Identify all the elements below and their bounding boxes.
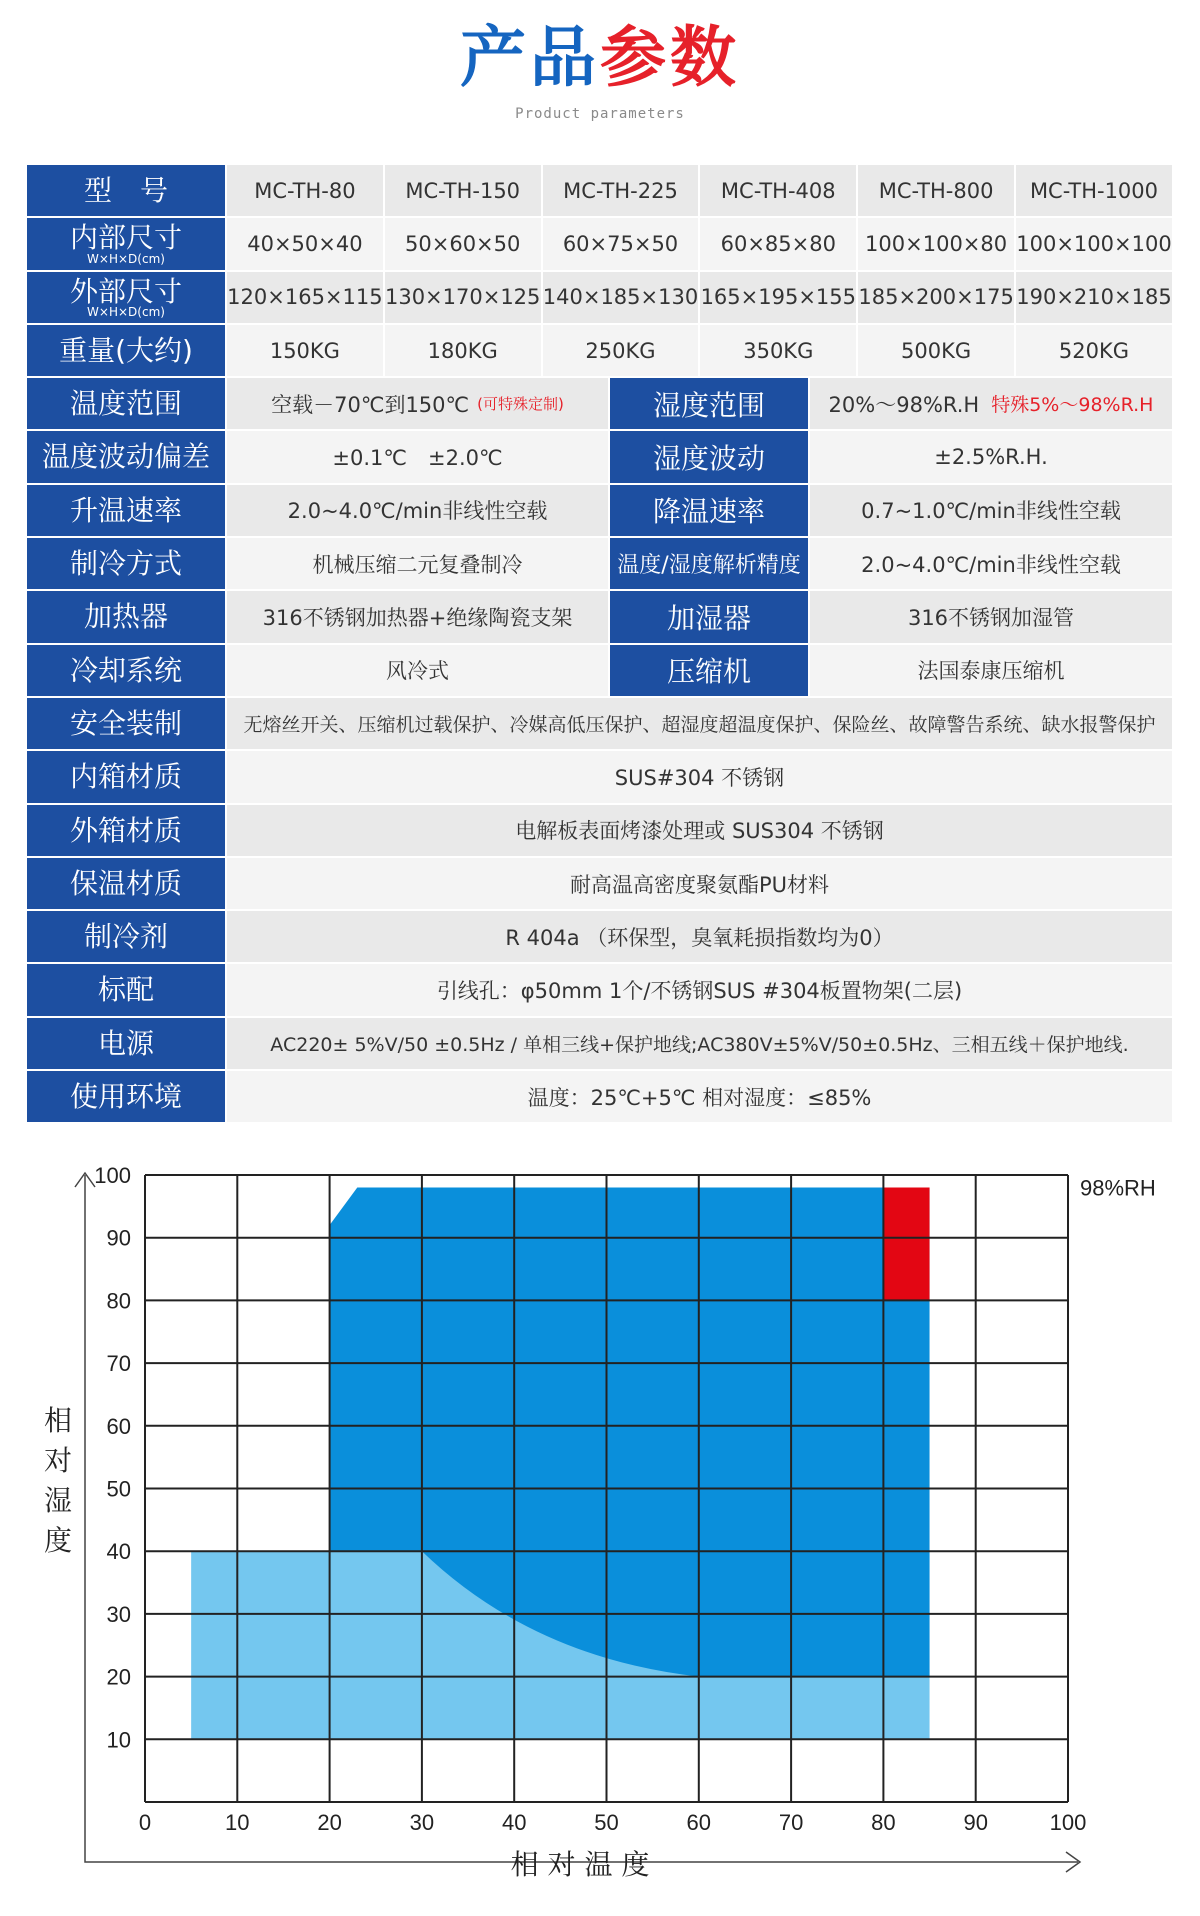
x-tick-label: 90	[963, 1810, 988, 1835]
value-cell: ±0.1℃ ±2.0℃	[227, 431, 610, 484]
weight-cell: 350KG	[700, 325, 858, 378]
x-tick-label: 60	[686, 1810, 712, 1835]
x-tick-label: 10	[225, 1810, 250, 1835]
model-cell: MC-TH-1000	[1016, 165, 1174, 218]
x-tick-label: 50	[594, 1810, 619, 1835]
y-axis-label-char: 相	[43, 1404, 73, 1437]
title-part2: 参数	[600, 19, 740, 96]
x-tick-label: 100	[1049, 1810, 1087, 1835]
title-part1: 产品	[460, 19, 600, 96]
y-tick-label: 70	[106, 1351, 131, 1377]
label-unit: W×H×D(cm)	[87, 304, 165, 319]
row-label: 保温材质	[27, 858, 227, 911]
table-row	[27, 485, 1174, 538]
table-row	[27, 1018, 1174, 1071]
y-axis-label-char: 对	[43, 1444, 73, 1477]
x-tick-label: 0	[138, 1810, 152, 1835]
table-row	[27, 858, 1174, 911]
value-cell	[227, 378, 610, 431]
model-cell: MC-TH-150	[385, 165, 543, 218]
size-cell: 165×195×155	[700, 272, 858, 325]
row-label: 湿度范围	[610, 378, 810, 431]
value-cell: 无熔丝开关、压缩机过载保护、冷媒高低压保护、超湿度超温度保护、保险丝、故障警告系统、缺水报警保护	[227, 698, 1174, 751]
row-label: 加湿器	[610, 591, 810, 644]
row-label	[27, 272, 227, 325]
row-label: 安全装制	[27, 698, 227, 751]
row-label: 使用环境	[27, 1071, 227, 1124]
value-cell: 耐高温高密度聚氨酯PU材料	[227, 858, 1174, 911]
size-cell: 100×100×80	[858, 218, 1016, 271]
model-cell: MC-TH-80	[227, 165, 385, 218]
size-cell: 120×165×115	[227, 272, 385, 325]
value-cell: SUS#304 不锈钢	[227, 751, 1174, 804]
y-tick-label: 80	[106, 1288, 131, 1314]
value-cell: 2.0~4.0℃/min非线性空载	[227, 485, 610, 538]
page-title	[0, 18, 1200, 98]
weight-cell: 250KG	[543, 325, 701, 378]
size-cell: 130×170×125	[385, 272, 543, 325]
value-cell: AC220± 5%V/50 ±0.5Hz / 单相三线+保护地线;AC380V±5%V/50±0.5Hz、三相五线＋保护地线.	[227, 1018, 1174, 1071]
size-cell: 100×100×100	[1016, 218, 1174, 271]
value-cell: 法国泰康压缩机	[810, 645, 1174, 698]
y-axis-label-char: 湿	[43, 1484, 73, 1517]
row-label: 外箱材质	[27, 805, 227, 858]
weight-cell: 180KG	[385, 325, 543, 378]
y-tick-label: 40	[106, 1539, 131, 1565]
row-label: 制冷剂	[27, 911, 227, 964]
row-label: 重量(大约)	[27, 325, 227, 378]
table-row	[27, 165, 1174, 218]
value-cell: 风冷式	[227, 645, 610, 698]
page-subtitle: Product parameters	[515, 106, 685, 122]
y-tick-label: 50	[106, 1476, 131, 1502]
humidity-temperature-chart	[0, 1160, 1200, 1912]
weight-cell: 500KG	[858, 325, 1016, 378]
value-cell: 316不锈钢加湿管	[810, 591, 1174, 644]
y-tick-label: 60	[106, 1413, 131, 1439]
temp-range-value: 空载－70℃到150℃	[271, 392, 470, 417]
size-cell: 185×200×175	[858, 272, 1016, 325]
value-cell: R 404a （环保型，臭氧耗损指数均为0）	[227, 911, 1174, 964]
value-cell: 2.0~4.0℃/min非线性空载	[810, 538, 1174, 591]
table-row	[27, 272, 1174, 325]
x-tick-label: 80	[871, 1810, 896, 1835]
y-tick-label: 20	[106, 1664, 131, 1690]
value-cell: 引线孔：φ50mm 1个/不锈钢SUS #304板置物架(二层)	[227, 964, 1174, 1017]
x-tick-label: 30	[409, 1810, 435, 1835]
x-axis-label: 相 对 温 度	[510, 1848, 650, 1881]
table-row	[27, 218, 1174, 271]
y-tick-label: 90	[106, 1225, 131, 1251]
annotation-98rh: 98%RH	[1080, 1175, 1156, 1201]
spec-table	[27, 165, 1174, 1124]
row-label: 温度范围	[27, 378, 227, 431]
row-label: 降温速率	[610, 485, 810, 538]
table-row	[27, 805, 1174, 858]
humidity-range-special: 特殊5%～98%R.H	[991, 394, 1154, 417]
table-row	[27, 591, 1174, 644]
y-tick-label: 100	[94, 1163, 131, 1188]
row-label: 内箱材质	[27, 751, 227, 804]
size-cell: 60×85×80	[700, 218, 858, 271]
row-label: 压缩机	[610, 645, 810, 698]
model-cell: MC-TH-408	[700, 165, 858, 218]
value-cell: 316不锈钢加热器+绝缘陶瓷支架	[227, 591, 610, 644]
row-label: 制冷方式	[27, 538, 227, 591]
x-tick-label: 40	[501, 1810, 527, 1835]
row-label: 温度/湿度解析精度	[610, 538, 810, 591]
table-row	[27, 1071, 1174, 1124]
chart-svg	[0, 1160, 1200, 1912]
table-row	[27, 645, 1174, 698]
table-row	[27, 378, 1174, 431]
weight-cell: 150KG	[227, 325, 385, 378]
label-unit: W×H×D(cm)	[87, 251, 165, 266]
table-row	[27, 325, 1174, 378]
row-label: 标配	[27, 964, 227, 1017]
label-text: 外部尺寸	[69, 274, 182, 308]
size-cell: 140×185×130	[543, 272, 701, 325]
table-row	[27, 911, 1174, 964]
row-label: 温度波动偏差	[27, 431, 227, 484]
temp-range-note: (可特殊定制)	[477, 395, 564, 414]
value-cell: 0.7~1.0℃/min非线性空载	[810, 485, 1174, 538]
row-label	[27, 218, 227, 271]
row-label: 冷却系统	[27, 645, 227, 698]
value-cell: 温度：25℃+5℃ 相对湿度：≤85%	[227, 1071, 1174, 1124]
x-tick-label: 20	[317, 1810, 342, 1835]
row-label: 湿度波动	[610, 431, 810, 484]
table-row	[27, 538, 1174, 591]
y-tick-label: 30	[106, 1601, 131, 1627]
y-axis-label-char: 度	[43, 1524, 73, 1557]
size-cell: 60×75×50	[543, 218, 701, 271]
size-cell: 40×50×40	[227, 218, 385, 271]
model-cell: MC-TH-225	[543, 165, 701, 218]
size-cell: 190×210×185	[1016, 272, 1174, 325]
size-cell: 50×60×50	[385, 218, 543, 271]
humidity-range-value: 20%～98%R.H	[828, 392, 980, 417]
value-cell	[810, 378, 1174, 431]
model-cell: MC-TH-800	[858, 165, 1016, 218]
value-cell: ±2.5%R.H.	[810, 431, 1174, 484]
table-row	[27, 431, 1174, 484]
label-text: 内部尺寸	[69, 221, 182, 255]
value-cell: 电解板表面烤漆处理或 SUS304 不锈钢	[227, 805, 1174, 858]
y-tick-label: 10	[106, 1727, 131, 1753]
table-row	[27, 698, 1174, 751]
x-tick-label: 70	[778, 1810, 804, 1835]
weight-cell: 520KG	[1016, 325, 1174, 378]
table-row	[27, 964, 1174, 1017]
value-cell: 机械压缩二元复叠制冷	[227, 538, 610, 591]
table-row	[27, 751, 1174, 804]
page-header	[0, 18, 1200, 122]
row-label: 电源	[27, 1018, 227, 1071]
row-label: 型 号	[27, 165, 227, 218]
row-label: 升温速率	[27, 485, 227, 538]
special-region	[883, 1188, 929, 1301]
row-label: 加热器	[27, 591, 227, 644]
